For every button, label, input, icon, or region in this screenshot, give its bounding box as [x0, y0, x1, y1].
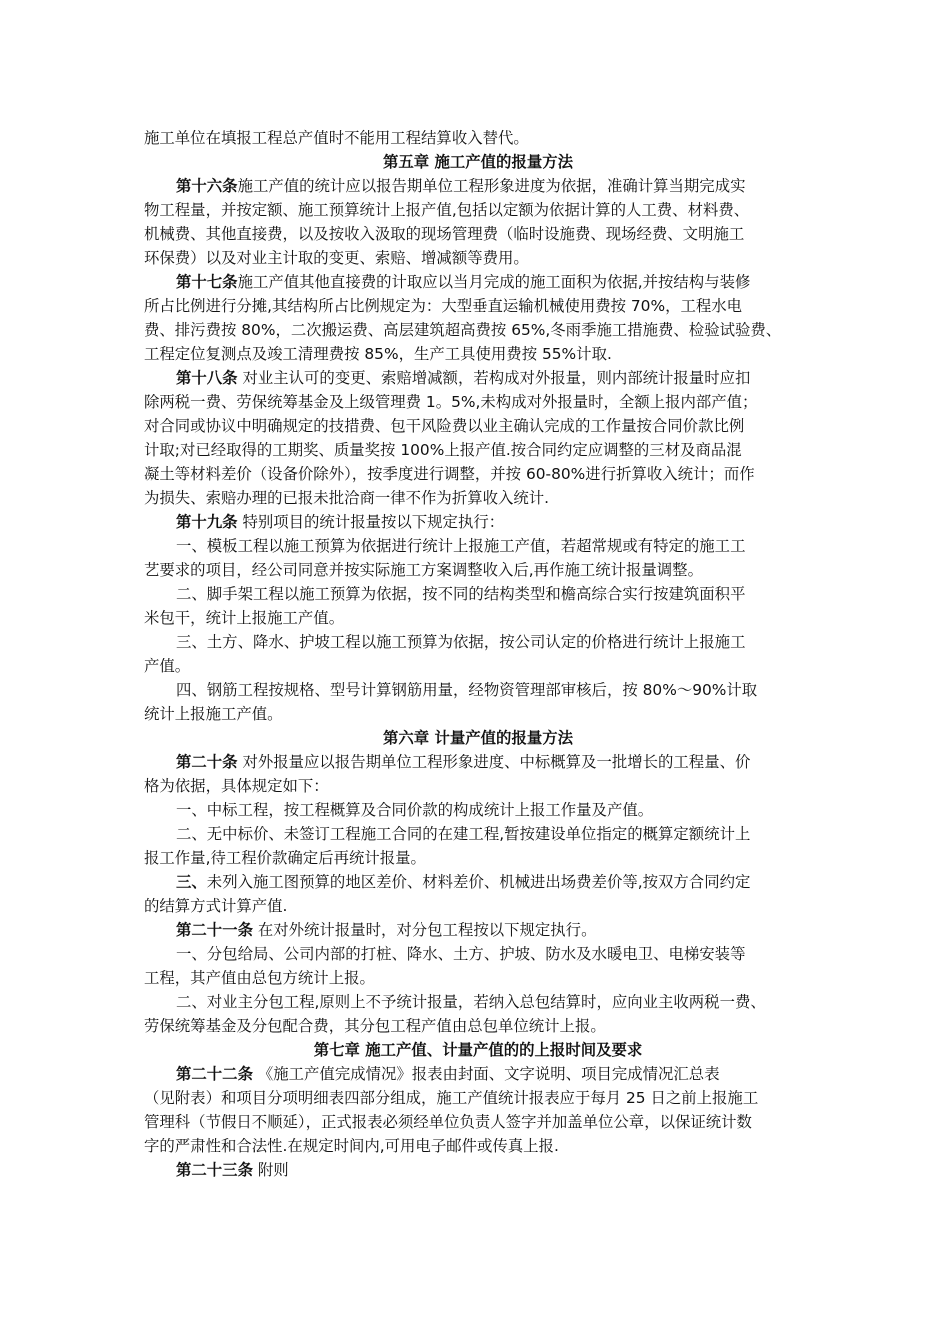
- paragraph-line: 劳保统筹基金及分包配合费，其分包工程产值由总包单位统计上报。: [144, 1017, 606, 1035]
- paragraph-line: 格为依据，具体规定如下：: [144, 777, 329, 795]
- paragraph-line: （见附表）和项目分项明细表四部分组成，施工产值统计报表应于每月 25 日之前上报施工: [144, 1089, 759, 1107]
- paragraph-line: 三、土方、降水、护坡工程以施工预算为依据，按公司认定的价格进行统计上报施工: [176, 633, 746, 651]
- article-line: [144, 1158, 812, 1182]
- chapter-heading: 第七章 施工产值、计量产值的的上报时间及要求: [313, 1041, 643, 1059]
- paragraph-line: 工程定位复测点及竣工清理费按 85%，生产工具使用费按 55%计取.: [144, 345, 612, 363]
- article-text: 对业主认可的变更、索赔增减额，若构成对外报量，则内部统计报量时应扣: [237, 369, 751, 387]
- chapter-heading: 第五章 施工产值的报量方法: [382, 153, 574, 171]
- article-line: [144, 510, 812, 534]
- paragraph-line: 除两税一费、劳保统筹基金及上级管理费 1。5%,未构成对外报量时，全额上报内部产值；: [144, 393, 758, 411]
- article-text: 未列入施工图预算的地区差价、材料差价、机械进出场费差价等,按双方合同约定: [206, 873, 751, 891]
- article-text: 施工产值其他直接费的计取应以当月完成的施工面积为依据,并按结构与装修: [237, 273, 751, 291]
- article-text: 在对外统计报量时，对分包工程按以下规定执行。: [252, 921, 597, 939]
- paragraph-line: 字的严肃性和合法性.在规定时间内,可用电子邮件或传真上报.: [144, 1137, 559, 1155]
- article-line: [144, 1062, 812, 1086]
- article-text: 《施工产值完成情况》报表由封面、文字说明、项目完成情况汇总表: [252, 1065, 720, 1083]
- chapter-heading: 第六章 计量产值的报量方法: [382, 729, 574, 747]
- article-label: 第二十条: [176, 753, 238, 771]
- article-text: 特别项目的统计报量按以下规定执行：: [237, 513, 505, 531]
- paragraph-line: 报工作量,待工程价款确定后再统计报量。: [144, 849, 426, 867]
- article-line: [144, 366, 812, 390]
- article-label: 第十六条: [176, 177, 238, 195]
- article-line: [144, 918, 812, 942]
- paragraph-line: 产值。: [144, 657, 191, 675]
- paragraph-line: 米包干，统计上报施工产值。: [144, 609, 345, 627]
- paragraph-line: 计取;对已经取得的工期奖、质量奖按 100%上报产值.按合同约定应调整的三材及商品混: [144, 441, 742, 459]
- paragraph-line: 二、对业主分包工程,原则上不予统计报量，若纳入总包结算时，应向业主收两税一费、: [176, 993, 766, 1011]
- paragraph-line: 四、钢筋工程按规格、型号计算钢筋用量，经物资管理部审核后，按 80%～90%计取: [176, 681, 758, 699]
- paragraph-line: 一、中标工程，按工程概算及合同价款的构成统计上报工作量及产值。: [176, 801, 654, 819]
- article-label: 第二十一条: [176, 921, 253, 939]
- paragraph-line: 为损失、索赔办理的已报未批洽商一律不作为折算收入统计.: [144, 489, 550, 507]
- paragraph-line: 对合同或协议中明确规定的技措费、包干风险费以业主确认完成的工作量按合同价款比例: [144, 417, 745, 435]
- document-body: [144, 126, 812, 1182]
- paragraph-line: 统计上报施工产值。: [144, 705, 283, 723]
- article-text: 对外报量应以报告期单位工程形象进度、中标概算及一批增长的工程量、价: [237, 753, 751, 771]
- paragraph-line: 一、模板工程以施工预算为依据进行统计上报施工产值，若超常规或有特定的施工工: [176, 537, 746, 555]
- article-line: [144, 270, 812, 294]
- paragraph-line: 一、分包给局、公司内部的打桩、降水、土方、护坡、防水及水暖电卫、电梯安装等: [176, 945, 746, 963]
- paragraph-line: 凝土等材料差价（设备价除外），按季度进行调整，并按 60-80%进行折算收入统计；而作: [144, 465, 755, 483]
- article-label: 第二十二条: [176, 1065, 253, 1083]
- article-text: 附则: [252, 1161, 289, 1179]
- paragraph-line: 管理科（节假日不顺延），正式报表必须经单位负责人签字并加盖单位公章，以保证统计数: [144, 1113, 752, 1131]
- paragraph-line: 二、脚手架工程以施工预算为依据，按不同的结构类型和檐高综合实行按建筑面积平: [176, 585, 746, 603]
- article-line: [144, 750, 812, 774]
- paragraph-line: 费、排污费按 80%，二次搬运费、高层建筑超高费按 65%,冬雨季施工措施费、检验试验费、: [144, 321, 782, 339]
- paragraph-line: 施工单位在填报工程总产值时不能用工程结算收入替代。: [144, 129, 529, 147]
- paragraph-line: 物工程量，并按定额、施工预算统计上报产值,包括以定额为依据计算的人工费、材料费、: [144, 201, 750, 219]
- article-label: 三、: [176, 873, 207, 891]
- article-line: [144, 870, 812, 894]
- paragraph-line: 所占比例进行分摊,其结构所占比例规定为：大型垂直运输机械使用费按 70%，工程水电: [144, 297, 743, 315]
- paragraph-line: 的结算方式计算产值.: [144, 897, 288, 915]
- article-label: 第二十三条: [176, 1161, 253, 1179]
- article-label: 第十八条: [176, 369, 238, 387]
- paragraph-line: 工程，其产值由总包方统计上报。: [144, 969, 375, 987]
- article-label: 第十七条: [176, 273, 238, 291]
- paragraph-line: 机械费、其他直接费，以及按收入汲取的现场管理费（临时设施费、现场经费、文明施工: [144, 225, 745, 243]
- article-line: [144, 174, 812, 198]
- article-label: 第十九条: [176, 513, 238, 531]
- paragraph-line: 环保费）以及对业主计取的变更、索赔、增减额等费用。: [144, 249, 529, 267]
- article-text: 施工产值的统计应以报告期单位工程形象进度为依据，准确计算当期完成实: [237, 177, 746, 195]
- paragraph-line: 二、无中标价、未签订工程施工合同的在建工程,暂按建设单位指定的概算定额统计上: [176, 825, 751, 843]
- paragraph-line: 艺要求的项目，经公司同意并按实际施工方案调整收入后,再作施工统计报量调整。: [144, 561, 703, 579]
